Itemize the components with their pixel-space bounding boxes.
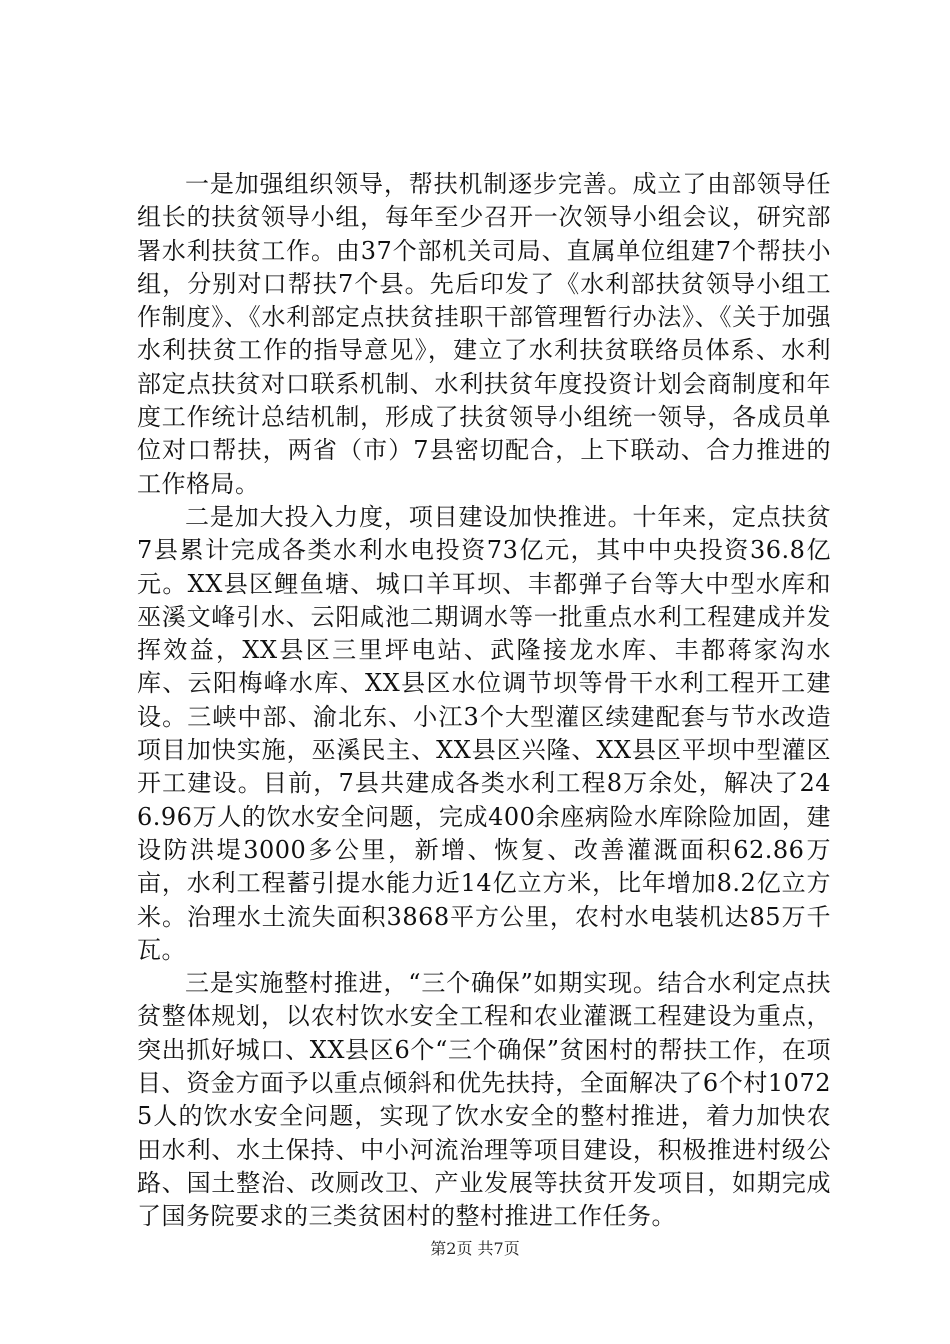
paragraph-organization-leadership: 一是加强组织领导，帮扶机制逐步完善。成立了由部领导任组长的扶贫领导小组，每年至少召开一次领导小组会议，研究部署水利扶贫工作。由37个部机关司局、直属单位组建7个帮扶小组，分别对口帮扶7个县。先后印发了《水利部扶贫领导小组工作制度》、《水利部定点扶贫挂职干部管理暂行办法》、《关于加强水利扶贫工作的指导意见》，建立了水利扶贫联络员体系、水利部定点扶贫对口联系机制、水利扶贫年度投资计划会商制度和年度工作统计总结机制，形成了扶贫领导小组统一领导，各成员单位对口帮扶，两省（市）7县密切配合，上下联动、合力推进的工作格局。: [137, 170, 831, 498]
document-body: [137, 168, 831, 1234]
page-number-footer: 第2页 共7页: [430, 1239, 520, 1258]
paragraph-village-advancement: 三是实施整村推进，“三个确保”如期实现。结合水利定点扶贫整体规划，以农村饮水安全工程和农业灌溉工程建设为重点，突出抓好城口、XX县区6个“三个确保”贫困村的帮扶工作，在项目、资金方面予以重点倾斜和优先扶持，全面解决了6个村10725人的饮水安全问题，实现了饮水安全的整村推进，着力加快农田水利、水土保持、中小河流治理等项目建设，积极推进村级公路、国土整治、改厕改卫、产业发展等扶贫开发项目，如期完成了国务院要求的三类贫困村的整村推进工作任务。: [137, 969, 831, 1231]
paragraph-investment-projects: 二是加大投入力度，项目建设加快推进。十年来，定点扶贫7县累计完成各类水利水电投资73亿元，其中中央投资36.8亿元。XX县区鲤鱼塘、城口羊耳坝、丰都弹子台等大中型水库和巫溪文峰引水、云阳咸池二期调水等一批重点水利工程建成并发挥效益，XX县区三里坪电站、武隆接龙水库、丰都蒋家沟水库、云阳梅峰水库、XX县区水位调节坝等骨干水利工程开工建设。三峡中部、渝北东、小江3个大型灌区续建配套与节水改造项目加快实施，巫溪民主、XX县区兴隆、XX县区平坝中型灌区开工建设。目前，7县共建成各类水利工程8万余处，解决了246.96万人的饮水安全问题，完成400余座病险水库除险加固，建设防洪堤3000多公里，新增、恢复、改善灌溉面积62.86万亩，水利工程蓄引提水能力近14亿立方米，比年增加8.2亿立方米。治理水土流失面积3868平方公里，农村水电装机达85万千瓦。: [137, 502, 831, 964]
